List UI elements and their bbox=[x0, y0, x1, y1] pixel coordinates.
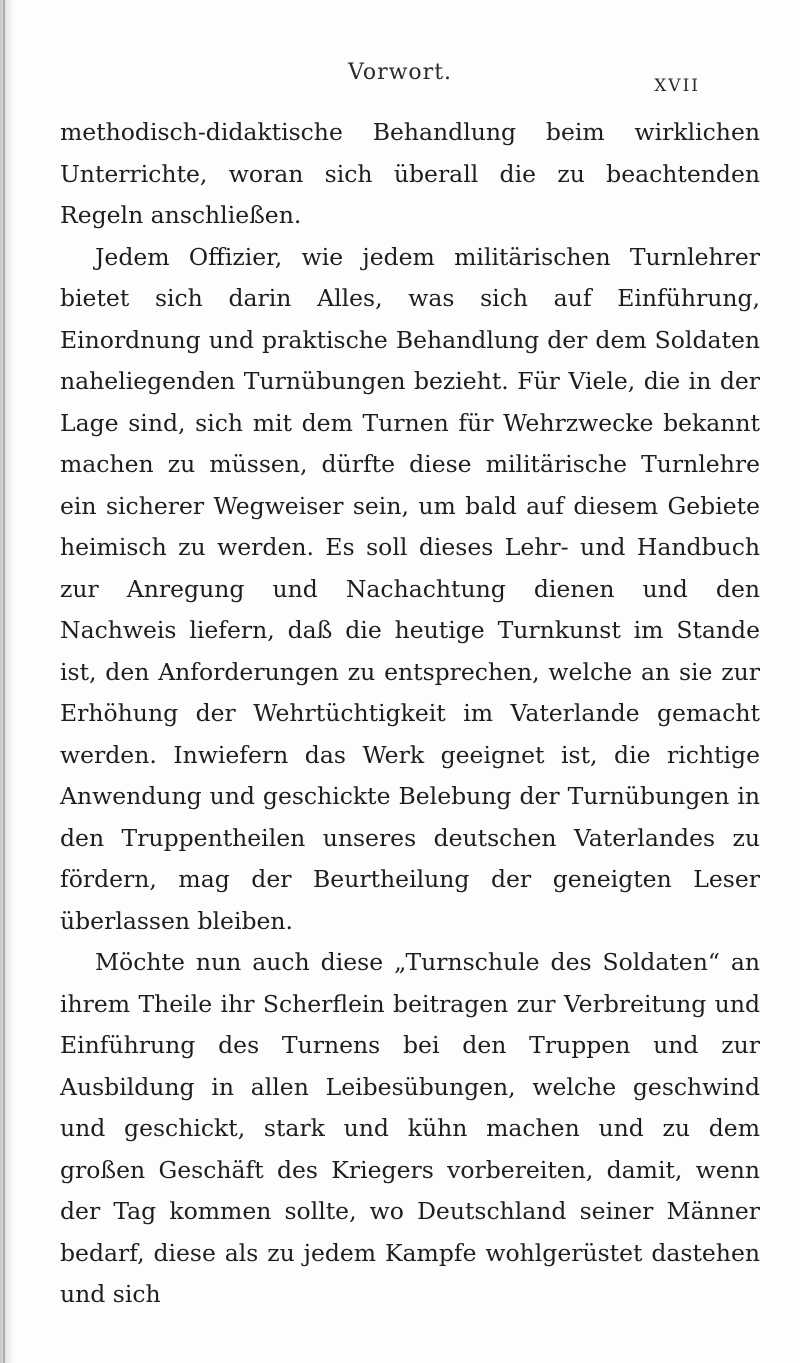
running-head bbox=[0, 60, 800, 100]
running-title: Vorwort. bbox=[347, 60, 453, 85]
paragraph-officer: Jedem Offizier, wie jedem militärischen Turnlehrer bietet sich darin Alles, was sich auf Einführung, Einordnung und praktische Behandlung der dem Soldaten naheliegenden Turnübungen bezieht. Für Viele, die in der Lage sind, sich mit dem Turnen für Wehrzwecke bekannt machen zu müssen, dürfte diese militärische Turnlehre ein sicherer Wegweiser sein, um bald auf diesem Gebiete heimisch zu werden. Es soll dieses Lehr- und Handbuch zur Anregung und Nachachtung dienen und den Nachweis liefern, daß die heutige Turnkunst im Stande ist, den Anforderungen zu entsprechen, welche an sie zur Erhöhung der Wehrtüchtigkeit im Vaterlande gemacht werden. Inwiefern das Werk geeignet ist, die richtige Anwendung und geschickte Belebung der Turnübungen in den Truppentheilen unseres deutschen Vaterlandes zu fördern, mag der Beurtheilung der geneigten Leser überlassen bleiben. bbox=[60, 242, 760, 935]
page-number: XVII bbox=[654, 76, 700, 96]
body-text bbox=[60, 112, 760, 1316]
paragraph-continuation: methodisch-didaktische Behandlung beim wirklichen Unterrichte, woran sich überall die zu beachtenden Regeln anschließen. bbox=[60, 118, 760, 229]
binding-gutter-line bbox=[3, 0, 5, 1363]
paragraph-turnschule: Möchte nun auch diese „Turnschule des Soldaten“ an ihrem Theile ihr Scherflein beitragen zur Verbreitung und Einführung des Turnens bei den Truppen und zur Ausbildung in allen Leibesübungen, welche geschwind und geschickt, stark und kühn machen und zu dem großen Geschäft des Kriegers vorbereiten, damit, wenn der Tag kommen sollte, wo Deutschland seiner Männer bedarf, diese als zu jedem Kampfe wohlgerüstet dastehen und sich bbox=[60, 948, 760, 1308]
